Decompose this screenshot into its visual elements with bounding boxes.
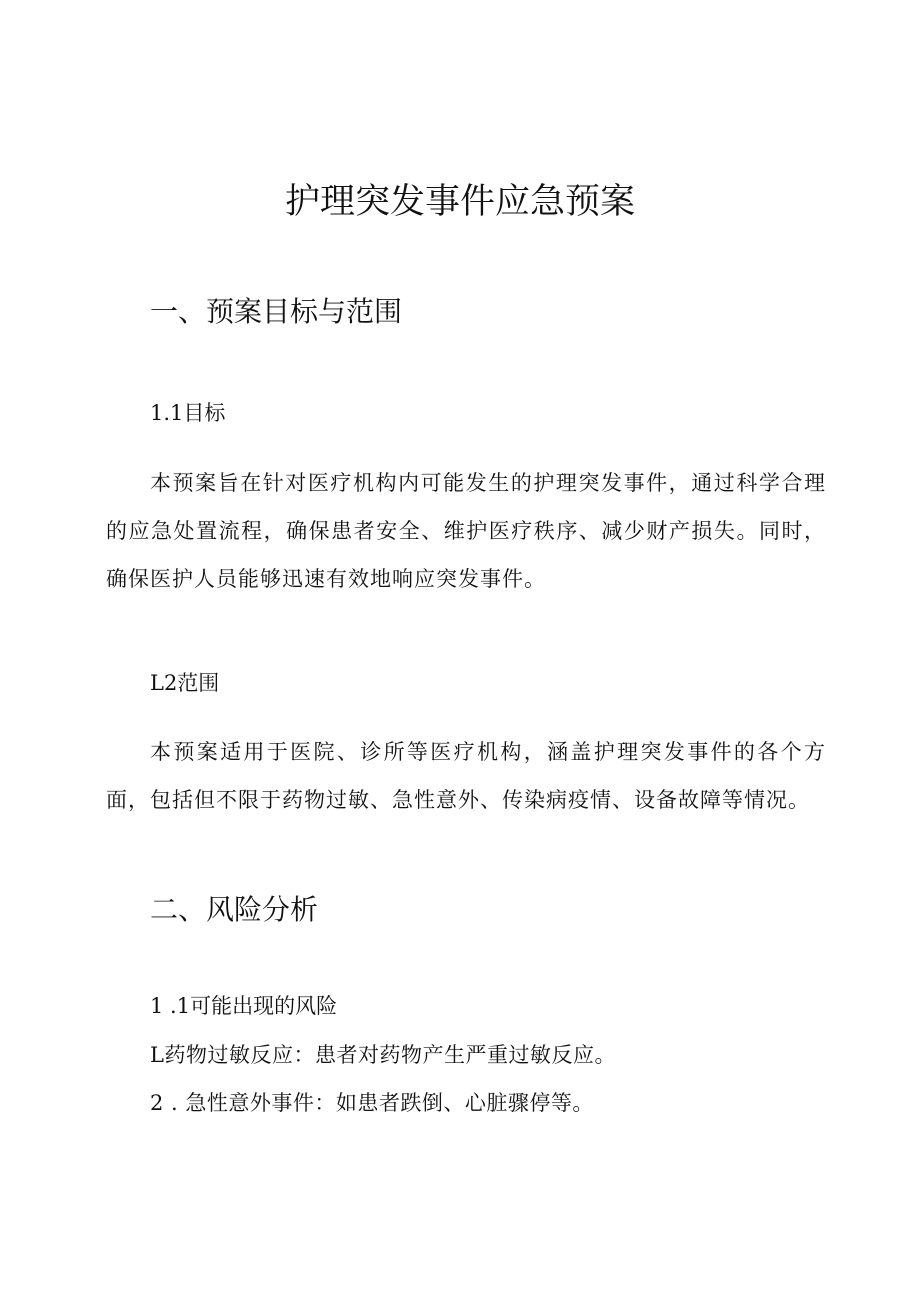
- subsection-1-1-paragraph: 本预案旨在针对医疗机构内可能发生的护理突发事件，通过科学合理的应急处置流程，确保患者安全、维护医疗秩序、减少财产损失。同时，确保医护人员能够迅速有效地响应突发事件。: [106, 471, 826, 591]
- subsection-2-1-heading: 1 .1可能出现的风险: [150, 994, 338, 1018]
- subsection-1-1-heading: 1.1目标: [150, 401, 226, 425]
- section-2-heading: 二、风险分析: [150, 893, 319, 926]
- document-title: 护理突发事件应急预案: [284, 182, 635, 222]
- section-1-heading: 一、预案目标与范围: [150, 295, 403, 328]
- risk-item-1: L药物过敏反应：患者对药物产生严重过敏反应。: [150, 1043, 616, 1067]
- risk-item-2: 2 . 急性意外事件：如患者跌倒、心脏骤停等。: [150, 1091, 594, 1115]
- subsection-1-2-paragraph: 本预案适用于医院、诊所等医疗机构，涵盖护理突发事件的各个方面，包括但不限于药物过敏、急性意外、传染病疫情、设备故障等情况。: [106, 740, 826, 812]
- subsection-1-2-heading: L2范围: [150, 671, 220, 695]
